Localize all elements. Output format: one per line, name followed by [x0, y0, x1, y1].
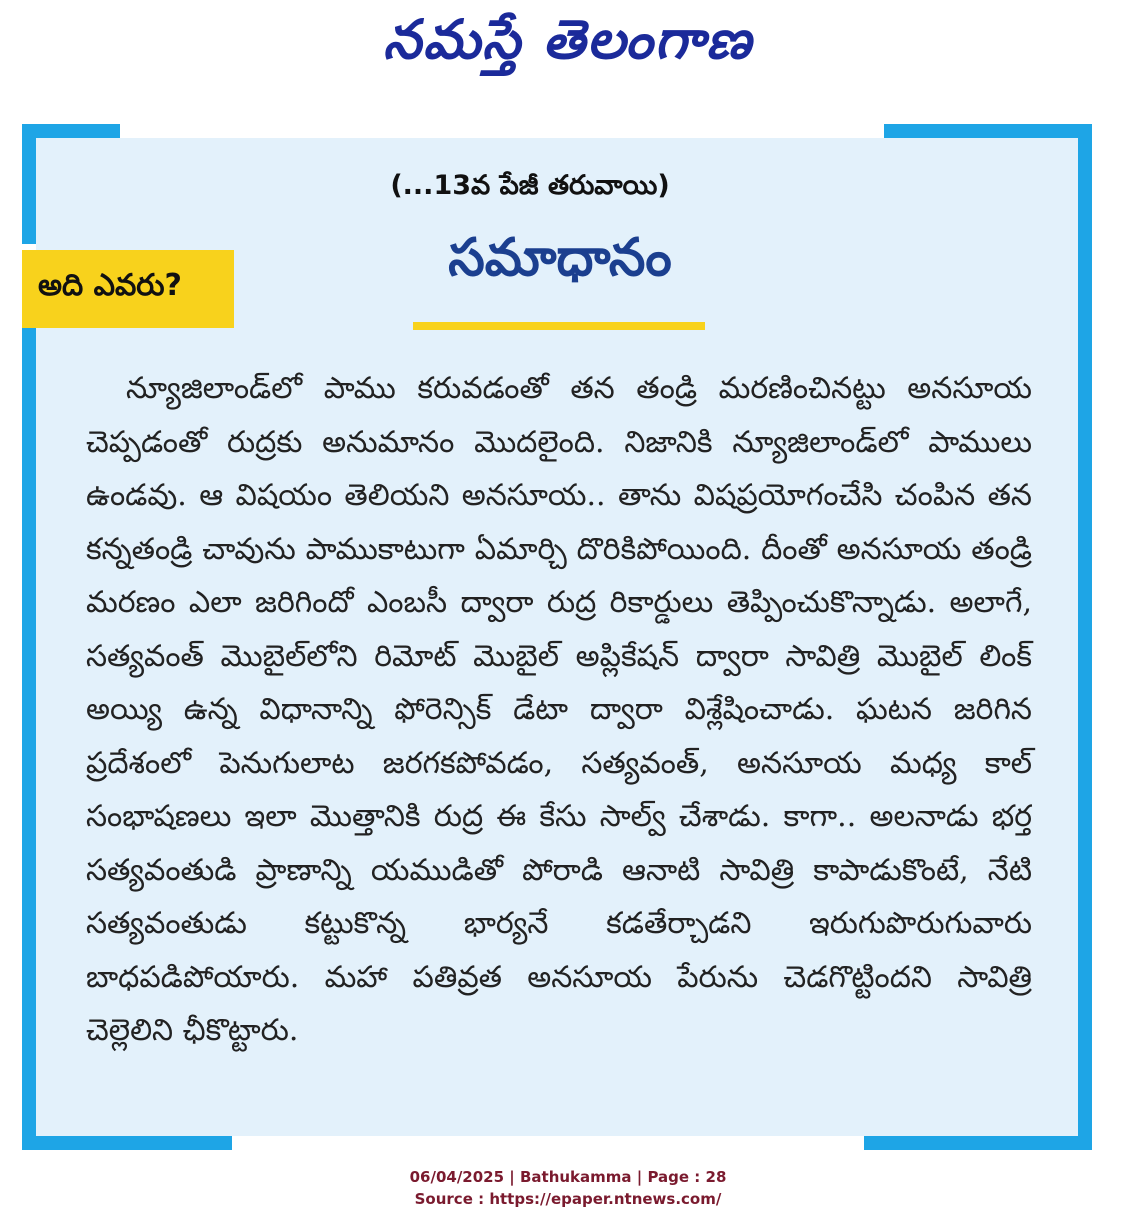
footer-date-page: 06/04/2025 | Bathukamma | Page : 28: [409, 1168, 727, 1186]
frame-corner-top-left: [22, 124, 120, 138]
page-footer: [0, 1166, 1136, 1210]
frame-corner-top-right: [884, 124, 1092, 138]
continued-from-label: (...13వ పేజీ తరువాయి): [390, 170, 670, 201]
article-body: న్యూజిలాండ్‌లో పాము కరువడంతో తన తండ్రి మరణించినట్టు అనసూయ చెప్పడంతో రుద్రకు అనుమానం మొదలైంది. నిజానికి న్యూజిలాండ్‌లో పాములు ఉండవు. ఆ విషయం తెలియని అనసూయ.. తాను విషప్రయోగంచేసి చంపిన తన కన్నతండ్రి చావును పాముకాటుగా ఏమార్చి దొరికిపోయింది. దీంతో అనసూయ తండ్రి మరణం ఎలా జరిగిందో ఎంబసీ ద్వారా రుద్ర రికార్డులు తెప్పించుకొన్నాడు. అలాగే, సత్యవంత్ మొబైల్‌లోని రిమోట్ మొబైల్ అప్లికేషన్ ద్వారా సావిత్రి మొబైల్ లింక్ అయ్యి ఉన్న విధానాన్ని ఫోరెన్సిక్ డేటా ద్వారా విశ్లేషించాడు. ఘటన జరిగిన ప్రదేశంలో పెనుగులాట జరగకపోవడం, సత్యవంత్, అనసూయ మధ్య కాల్ సంభాషణలు ఇలా మొత్తానికి రుద్ర ఈ కేసు సాల్వ్ చేశాడు. కాగా.. అలనాడు భర్త సత్యవంతుడి ప్రాణాన్ని యముడితో పోరాడి ఆనాటి సావిత్రి కాపాడుకొంటే, నేటి సత్యవంతుడు కట్టుకొన్న భార్యనే కడతేర్చాడని ఇరుగుపొరుగువారు బాధపడిపోయారు. మహా పతివ్రత అనసూయ పేరును చెడగొట్టిందని సావిత్రి చెల్లెలిని ఛీకొట్టారు.: [86, 371, 1032, 1048]
frame-edge-left-bottom: [22, 324, 36, 1150]
headline-underline: [413, 322, 705, 330]
frame-edge-right: [1078, 124, 1092, 1150]
article-headline: సమాధానం: [448, 228, 672, 288]
footer-source: Source : https://epaper.ntnews.com/: [414, 1190, 722, 1208]
frame-corner-bottom-right: [864, 1136, 1092, 1150]
masthead-logo: నమస్తే తెలంగాణ: [383, 8, 753, 71]
section-badge: అది ఎవరు?: [22, 250, 234, 328]
frame-corner-bottom-left: [22, 1136, 232, 1150]
